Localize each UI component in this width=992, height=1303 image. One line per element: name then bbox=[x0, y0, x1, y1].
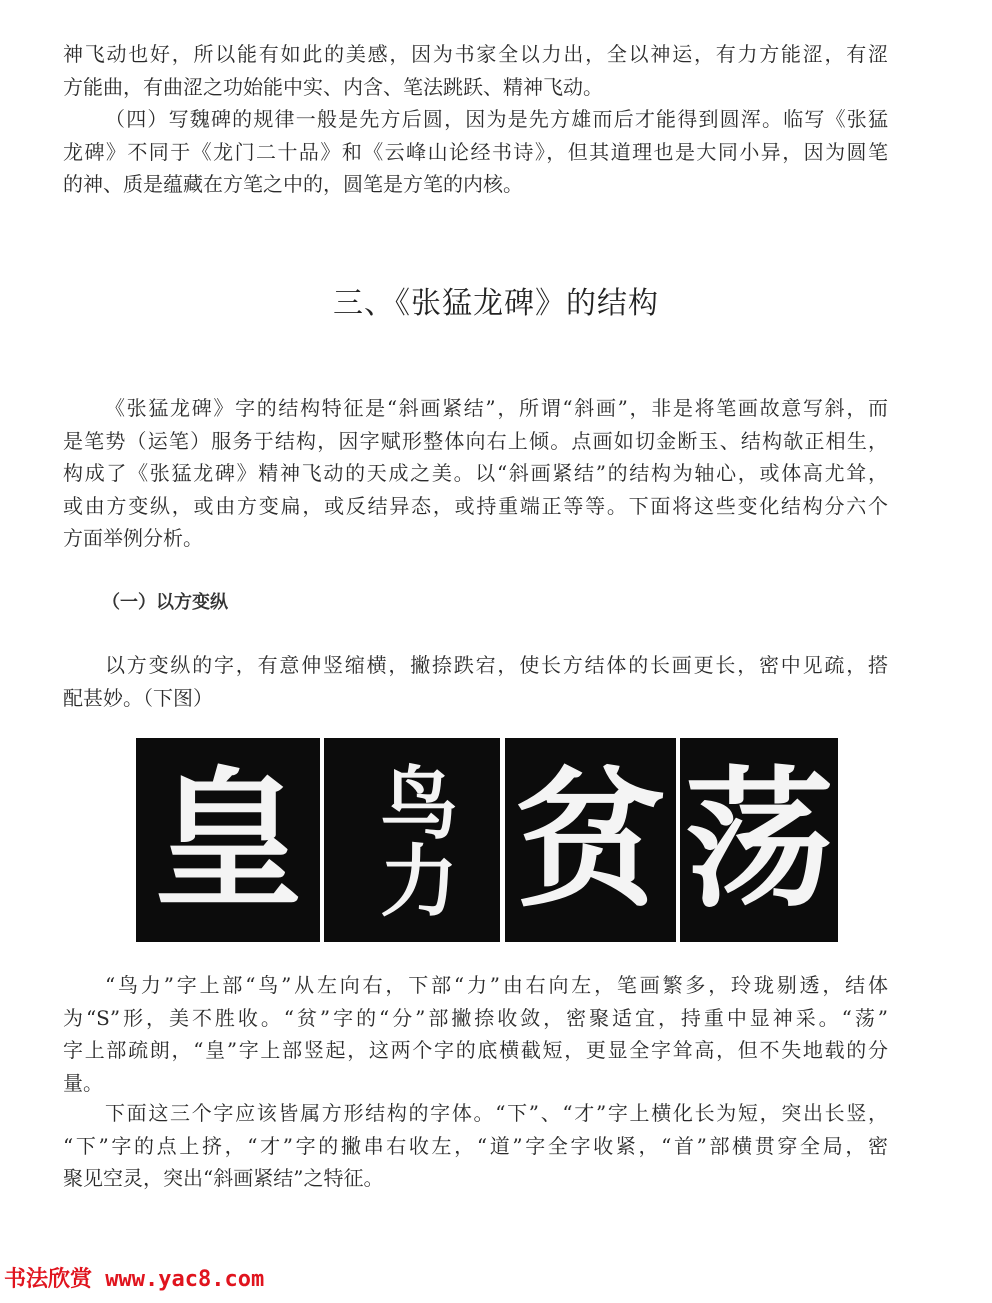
section-title: 三、《张猛龙碑》的结构 bbox=[333, 286, 659, 321]
text-line: 以方变纵的字，有意伸竖缩横，撇捺跌宕，使长方结体的长画更长，密中见疏，搭 bbox=[105, 653, 888, 677]
sub-intro-paragraph bbox=[63, 649, 888, 714]
text-line: 字上部疏朗，“皇”字上部竖起，这两个字的底横截短，更显全字耸高，但不失地载的分 bbox=[63, 1038, 888, 1062]
paragraph-continuation bbox=[63, 38, 888, 103]
text-line: 龙碑》不同于《龙门二十品》和《云峰山论经书诗》，但其道理也是大同小异，因为圆笔 bbox=[63, 139, 888, 164]
calligraphy-image-huang bbox=[136, 738, 320, 942]
text-line: 神飞动也好，所以能有如此的美感，因为书家全以力出，全以神运，有力方能涩，有涩 bbox=[63, 42, 888, 66]
text-line: 构成了《张猛龙碑》精神飞动的天成之美。以“斜画紧结”的结构为轴心，或体高尤耸， bbox=[63, 461, 888, 485]
text-line: （四）写魏碑的规律一般是先方后圆，因为是先方雄而后才能得到圆浑。临写《张猛 bbox=[105, 107, 888, 131]
glyph: 荡 bbox=[683, 752, 834, 928]
text-line: 或由方变纵，或由方变扁，或反结异态，或持重端正等等。下面将这些变化结构分六个 bbox=[63, 493, 888, 518]
paragraph-four bbox=[63, 103, 888, 201]
text-line: 是笔势（运笔）服务于结构，因字赋形整体向右上倾。点画如切金断玉、结构欹正相生， bbox=[63, 428, 888, 453]
intro-paragraph bbox=[63, 392, 888, 555]
glyph: 贫 bbox=[515, 752, 666, 928]
text-line: 《张猛龙碑》字的结构特征是“斜画紧结”，所谓“斜画”，非是将笔画故意写斜，而 bbox=[105, 396, 888, 420]
text-line: 方能曲，有曲涩之功始能中实、内含、笔法跳跃、精神飞动。 bbox=[63, 74, 603, 99]
calligraphy-image-dang bbox=[680, 738, 838, 942]
text-line: 聚见空灵，突出“斜画紧结”之特征。 bbox=[63, 1166, 384, 1190]
site-watermark: 书法欣赏 www.yac8.com bbox=[4, 1267, 265, 1292]
text-line: 量。 bbox=[63, 1070, 103, 1095]
text-line: 的神、质是蕴藏在方笔之中的，圆笔是方笔的内核。 bbox=[63, 172, 523, 196]
analysis-paragraph-1 bbox=[63, 969, 888, 1099]
glyph: 皇 bbox=[152, 752, 303, 928]
text-line: 下面这三个字应该皆属方形结构的字体。“下”、“才”字上横化长为短，突出长竖， bbox=[105, 1101, 888, 1125]
text-line: 配甚妙。（下图） bbox=[63, 685, 213, 710]
text-line: 方面举例分析。 bbox=[63, 526, 203, 550]
text-line: “鸟力”字上部“鸟”从左向右，下部“力”由右向左，笔画繁多，玲珑剔透，结体 bbox=[105, 973, 888, 997]
calligraphy-image-niao-li bbox=[324, 738, 500, 942]
analysis-paragraph-2 bbox=[63, 1097, 888, 1195]
subheading: （一）以方变纵 bbox=[102, 592, 228, 613]
calligraphy-figure bbox=[136, 738, 838, 942]
text-line: 为“S”形，美不胜收。“贫”字的“分”部撇捺收敛，密聚适宜，持重中显神采。“荡” bbox=[63, 1005, 888, 1030]
calligraphy-image-pin bbox=[505, 738, 676, 942]
glyph: 鸟力 bbox=[367, 762, 458, 918]
text-line: “下”字的点上挤，“才”字的撇串右收左，“道”字全字收紧，“首”部横贯穿全局，密 bbox=[63, 1133, 888, 1158]
